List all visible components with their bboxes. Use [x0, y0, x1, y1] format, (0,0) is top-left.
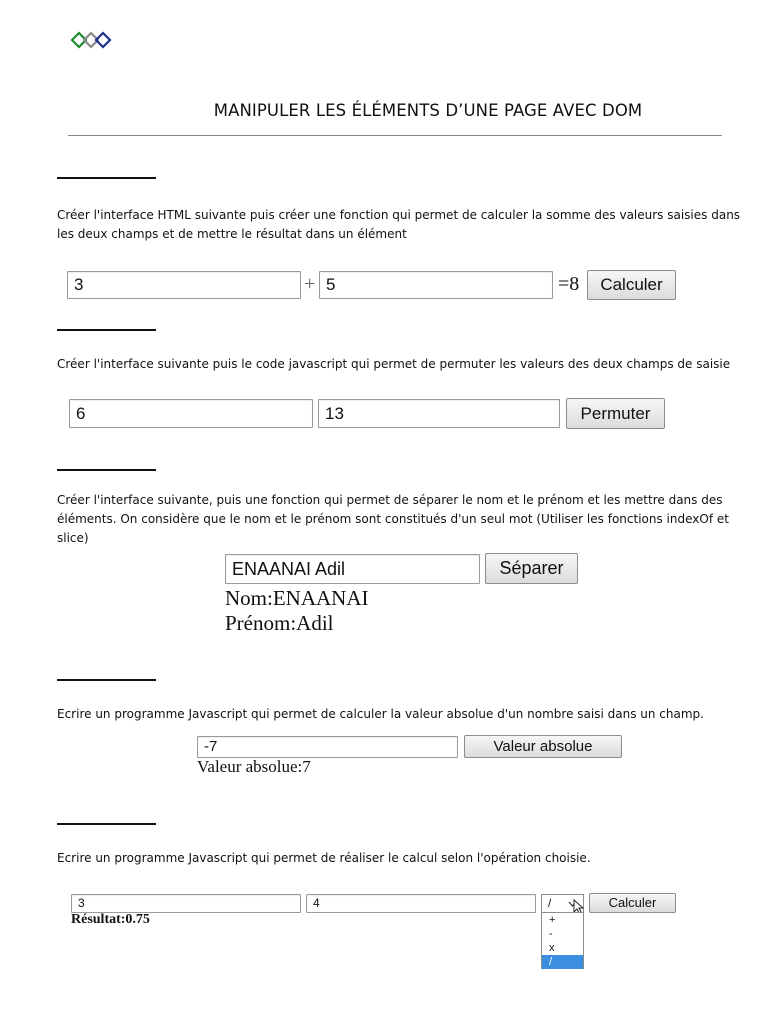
dropdown-option[interactable]: - [549, 928, 553, 940]
sum-result: =8 [558, 273, 580, 295]
section-5-text: Ecrire un programme Javascript qui permet de réaliser le calcul selon l'opération choisie. [57, 851, 591, 865]
operation-dropdown-list[interactable] [541, 912, 584, 969]
separate-button[interactable]: Séparer [485, 553, 578, 584]
calc-field-2[interactable]: 4 [306, 894, 536, 913]
section-2-rule [57, 329, 156, 331]
swap-field-2[interactable]: 13 [318, 399, 560, 428]
operation-select-value: / [548, 896, 552, 910]
section-4-rule [57, 679, 156, 681]
dropdown-option[interactable]: + [549, 914, 556, 926]
section-5-rule [57, 823, 156, 825]
absolute-value-result: Valeur absolue:7 [197, 757, 311, 776]
dropdown-option-selected[interactable]: / [542, 955, 583, 969]
lastname-output: Nom:ENAANAI [225, 586, 369, 610]
plus-operator: + [304, 273, 316, 295]
calculate-sum-button[interactable]: Calculer [587, 270, 676, 300]
sum-field-2[interactable]: 5 [319, 271, 553, 299]
absolute-value-button[interactable]: Valeur absolue [464, 735, 622, 758]
section-1-rule [57, 177, 156, 179]
swap-button[interactable]: Permuter [566, 398, 665, 429]
logo-icon [70, 30, 120, 50]
title-divider [68, 135, 722, 136]
calc-field-1[interactable]: 3 [71, 894, 301, 913]
section-3-text: Créer l'interface suivante, puis une fonction qui permet de séparer le nom et le prénom et les mettre dans des éléments. On considère que le nom et le prénom sont constitués d'un seul mot (Utiliser les fonctions indexOf et slice) [57, 493, 729, 545]
absolute-value-field[interactable]: -7 [197, 736, 458, 758]
section-2-text: Créer l'interface suivante puis le code javascript qui permet de permuter les valeurs des deux champs de saisie [57, 357, 731, 371]
firstname-output: Prénom:Adil [225, 611, 334, 635]
dropdown-option[interactable]: x [549, 942, 555, 954]
calculate-operation-button[interactable]: Calculer [589, 893, 676, 913]
swap-field-1[interactable]: 6 [69, 399, 313, 428]
section-4-text: Ecrire un programme Javascript qui permet de calculer la valeur absolue d'un nombre saisi dans un champ. [57, 707, 704, 721]
operation-result: Résultat:0.75 [71, 912, 150, 927]
fullname-field[interactable]: ENAANAI Adil [225, 554, 480, 584]
sum-field-1[interactable]: 3 [67, 271, 301, 299]
section-3-rule [57, 469, 156, 471]
page-title: MANIPULER LES ÉLÉMENTS D’UNE PAGE AVEC DOM [213, 101, 643, 120]
section-1-text: Créer l'interface HTML suivante puis créer une fonction qui permet de calculer la somme des valeurs saisies dans les deux champs et de mettre le résultat dans un élément [57, 208, 741, 241]
